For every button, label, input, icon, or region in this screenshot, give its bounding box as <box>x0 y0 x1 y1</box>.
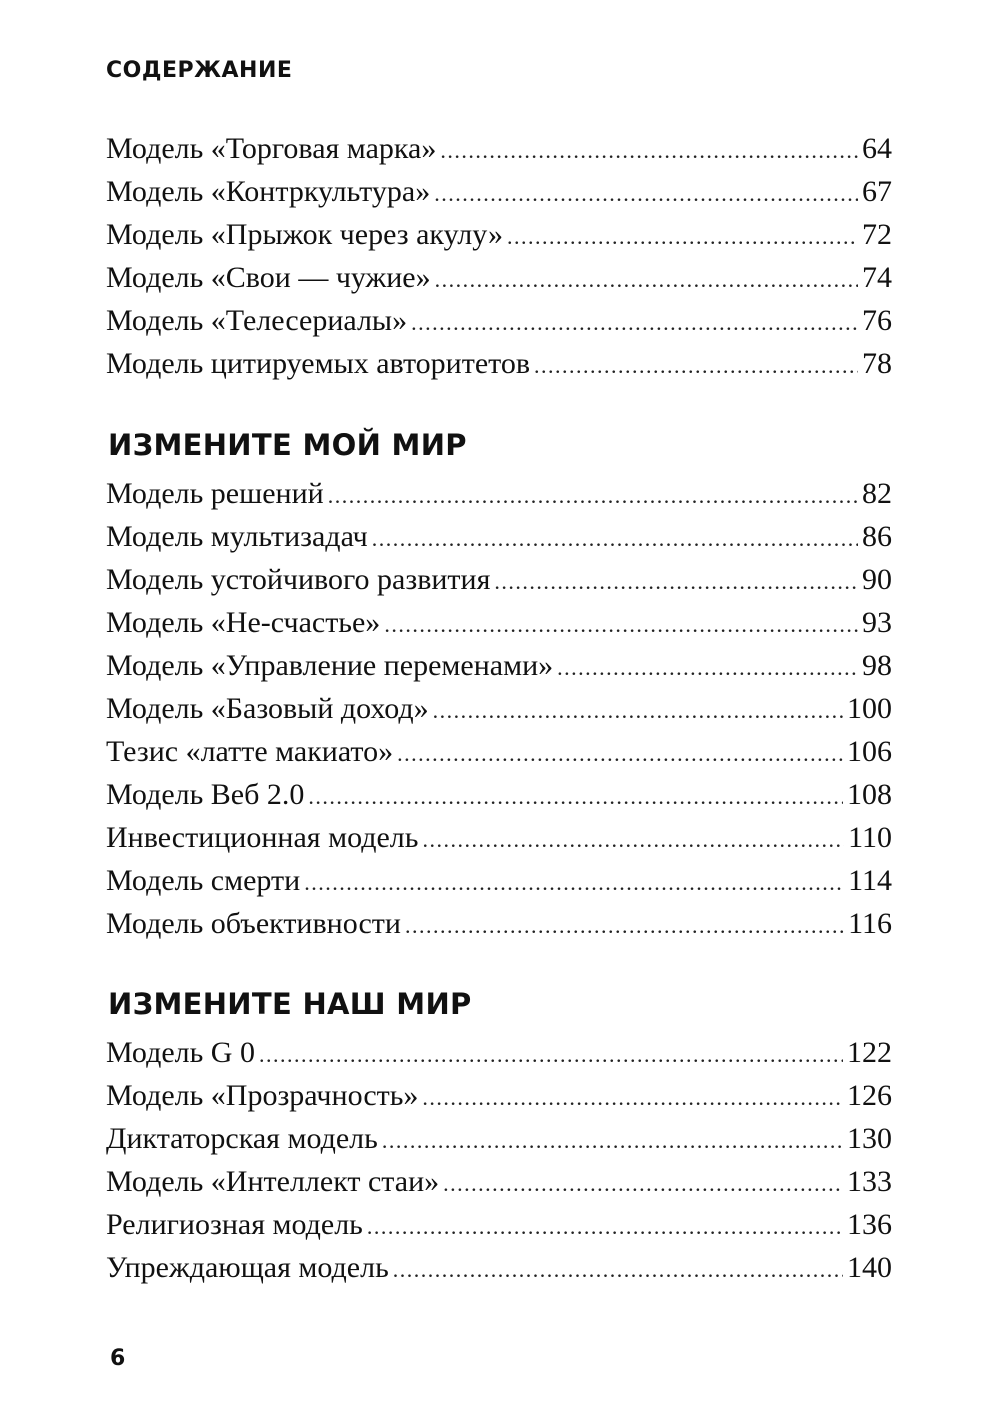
toc-section-change-our-world <box>106 1031 892 1289</box>
toc-entry-title: Модель «Торговая марка» <box>106 132 437 165</box>
toc-entry <box>106 773 892 816</box>
dot-leader <box>405 904 844 947</box>
toc-entry-page: 116 <box>848 907 892 940</box>
toc-entry <box>106 299 892 342</box>
toc-entry-page: 122 <box>847 1036 892 1069</box>
toc-entry <box>106 170 892 213</box>
toc-entry-title: Диктаторская модель <box>106 1122 378 1155</box>
toc-entry-title: Религиозная модель <box>106 1208 363 1241</box>
toc-entry-title: Модель цитируемых авторитетов <box>106 347 531 380</box>
toc-entry <box>106 213 892 256</box>
toc-entry-page: 82 <box>862 477 892 510</box>
toc-entry-title: Модель Веб 2.0 <box>106 778 305 811</box>
toc-section-continued <box>106 127 892 385</box>
toc-entry-page: 93 <box>862 606 892 639</box>
toc-entry <box>106 1074 892 1117</box>
dot-leader <box>434 172 858 215</box>
toc-entry-title: Модель «Прыжок через акулу» <box>106 218 503 251</box>
toc-entry <box>106 558 892 601</box>
toc-entry-page: 98 <box>862 649 892 682</box>
section-title-change-our-world: ИЗМЕНИТЕ НАШ МИР <box>108 987 472 1021</box>
toc-entry-title: Инвестиционная модель <box>106 821 419 854</box>
toc-entry-title: Модель «Не-счастье» <box>106 606 381 639</box>
toc-entry <box>106 472 892 515</box>
toc-entry-page: 78 <box>862 347 892 380</box>
toc-entry-page: 72 <box>862 218 892 251</box>
toc-entry-title: Модель объективности <box>106 907 401 940</box>
toc-entry <box>106 730 892 773</box>
toc-entry-page: 106 <box>847 735 892 768</box>
toc-entry-title: Упреждающая модель <box>106 1251 389 1284</box>
dot-leader <box>328 474 858 517</box>
toc-entry-page: 126 <box>847 1079 892 1112</box>
toc-entry-title: Модель «Телесериалы» <box>106 304 408 337</box>
toc-entry <box>106 127 892 170</box>
toc-entry-page: 108 <box>847 778 892 811</box>
toc-entry-title: Модель «Интеллект стаи» <box>106 1165 440 1198</box>
toc-entry-title: Модель смерти <box>106 864 301 897</box>
dot-leader <box>367 1205 843 1248</box>
dot-leader <box>393 1248 843 1291</box>
toc-entry <box>106 859 892 902</box>
toc-entry-title: Модель решений <box>106 477 324 510</box>
dot-leader <box>494 560 858 603</box>
toc-entry-page: 74 <box>862 261 892 294</box>
toc-entry <box>106 902 892 945</box>
dot-leader <box>397 732 843 775</box>
toc-entry-page: 140 <box>847 1251 892 1284</box>
toc-entry-title: Модель «Прозрачность» <box>106 1079 419 1112</box>
toc-entry <box>106 816 892 859</box>
dot-leader <box>534 344 858 387</box>
toc-entry <box>106 1117 892 1160</box>
toc-entry <box>106 1246 892 1289</box>
toc-entry <box>106 1031 892 1074</box>
toc-entry-page: 67 <box>862 175 892 208</box>
toc-entry-page: 64 <box>862 132 892 165</box>
toc-entry-page: 114 <box>848 864 892 897</box>
toc-entry-title: Модель «Управление переменами» <box>106 649 554 682</box>
toc-section-change-my-world <box>106 472 892 945</box>
toc-entry-page: 76 <box>862 304 892 337</box>
dot-leader <box>440 129 858 172</box>
toc-entry <box>106 601 892 644</box>
toc-entry-title: Тезис «латте макиато» <box>106 735 394 768</box>
toc-entry-title: Модель «Базовый доход» <box>106 692 429 725</box>
dot-leader <box>411 301 858 344</box>
dot-leader <box>443 1162 843 1205</box>
section-title-change-my-world: ИЗМЕНИТЕ МОЙ МИР <box>108 428 467 462</box>
toc-entry <box>106 1203 892 1246</box>
dot-leader <box>433 689 843 732</box>
toc-entry <box>106 515 892 558</box>
toc-entry-title: Модель «Контркультура» <box>106 175 431 208</box>
dot-leader <box>435 258 858 301</box>
dot-leader <box>382 1119 843 1162</box>
toc-entry-page: 110 <box>848 821 892 854</box>
toc-entry <box>106 256 892 299</box>
toc-entry-page: 133 <box>847 1165 892 1198</box>
toc-entry-page: 86 <box>862 520 892 553</box>
toc-entry-page: 100 <box>847 692 892 725</box>
toc-entry-title: Модель «Свои — чужие» <box>106 261 431 294</box>
dot-leader <box>384 603 858 646</box>
dot-leader <box>304 861 844 904</box>
toc-entry-page: 90 <box>862 563 892 596</box>
dot-leader <box>259 1033 843 1076</box>
dot-leader <box>422 818 844 861</box>
dot-leader <box>308 775 843 818</box>
dot-leader <box>507 215 858 258</box>
toc-entry <box>106 342 892 385</box>
toc-entry <box>106 644 892 687</box>
dot-leader <box>372 517 858 560</box>
toc-entry-page: 130 <box>847 1122 892 1155</box>
toc-entry-title: Модель устойчивого развития <box>106 563 491 596</box>
toc-entry-page: 136 <box>847 1208 892 1241</box>
toc-entry-title: Модель G 0 <box>106 1036 255 1069</box>
toc-entry <box>106 1160 892 1203</box>
page-number: 6 <box>110 1346 126 1371</box>
dot-leader <box>422 1076 843 1119</box>
toc-entry-title: Модель мультизадач <box>106 520 368 553</box>
dot-leader <box>557 646 858 689</box>
running-head: СОДЕРЖАНИЕ <box>106 58 293 83</box>
toc-entry <box>106 687 892 730</box>
